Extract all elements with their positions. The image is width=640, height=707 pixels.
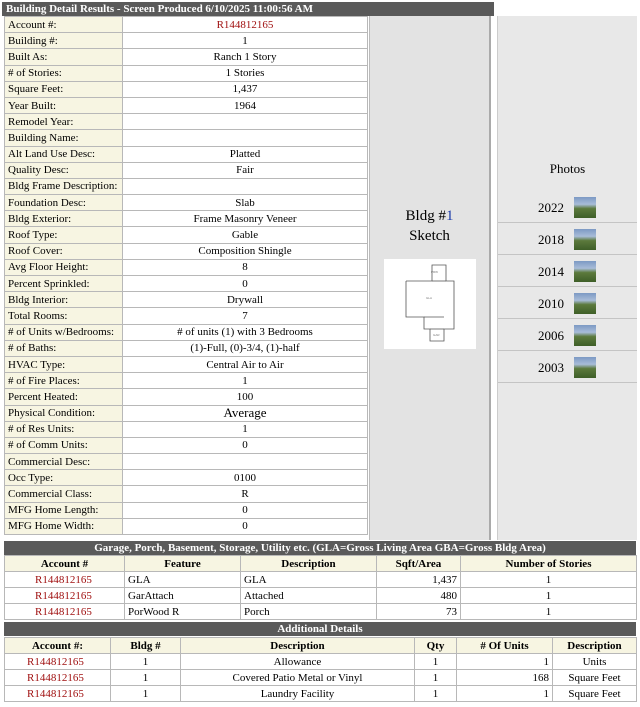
detail-row bbox=[5, 243, 368, 259]
detail-label: Alt Land Use Desc: bbox=[5, 146, 123, 162]
photo-thumbnail[interactable] bbox=[574, 293, 596, 314]
detail-label: Roof Type: bbox=[5, 227, 123, 243]
detail-row bbox=[5, 97, 368, 113]
table-cell: 1 bbox=[461, 604, 637, 620]
photo-year: 2003 bbox=[538, 360, 564, 375]
table-cell: Units bbox=[553, 654, 637, 670]
detail-label: Year Built: bbox=[5, 97, 123, 113]
photo-year: 2014 bbox=[538, 264, 564, 279]
detail-row bbox=[5, 324, 368, 340]
table-row bbox=[5, 654, 637, 670]
table-cell: GLA bbox=[241, 572, 377, 588]
detail-label: Building Name: bbox=[5, 130, 123, 146]
detail-value bbox=[123, 178, 368, 194]
table-cell: Covered Patio Metal or Vinyl bbox=[181, 670, 415, 686]
sketch-prefix: Bldg # bbox=[405, 208, 446, 224]
sketch-building-number[interactable]: 1 bbox=[445, 208, 454, 224]
detail-row bbox=[5, 518, 368, 534]
photos-title: Photos bbox=[549, 161, 586, 176]
detail-row bbox=[5, 389, 368, 405]
svg-text:PRW: PRW bbox=[431, 270, 438, 274]
table-row bbox=[5, 686, 637, 702]
additional-header: Qty bbox=[415, 638, 457, 654]
account-number-link[interactable]: R144812165 bbox=[123, 17, 368, 33]
detail-value: Central Air to Air bbox=[123, 356, 368, 372]
detail-row bbox=[5, 195, 368, 211]
detail-value: 1 bbox=[123, 373, 368, 389]
detail-row bbox=[5, 356, 368, 372]
detail-value: Slab bbox=[123, 195, 368, 211]
detail-value: 1 Stories bbox=[123, 65, 368, 81]
additional-section-title: Additional Details bbox=[4, 622, 636, 636]
detail-value: Average bbox=[123, 405, 368, 421]
detail-row bbox=[5, 373, 368, 389]
additional-header: Description bbox=[553, 638, 637, 654]
account-number-link[interactable]: R144812165 bbox=[5, 572, 125, 588]
detail-label: # of Fire Places: bbox=[5, 373, 123, 389]
detail-label: Total Rooms: bbox=[5, 308, 123, 324]
detail-label: Built As: bbox=[5, 49, 123, 65]
detail-value: # of units (1) with 3 Bedrooms bbox=[123, 324, 368, 340]
garage-header: Feature bbox=[125, 556, 241, 572]
detail-row bbox=[5, 211, 368, 227]
detail-label: Remodel Year: bbox=[5, 114, 123, 130]
table-cell: GarAttach bbox=[125, 588, 241, 604]
garage-header: Number of Stories bbox=[461, 556, 637, 572]
additional-header: Account #: bbox=[5, 638, 111, 654]
detail-label: Bldg Exterior: bbox=[5, 211, 123, 227]
photo-row-2022[interactable] bbox=[498, 192, 637, 223]
photo-year: 2022 bbox=[538, 200, 564, 215]
photo-year: 2018 bbox=[538, 232, 564, 247]
garage-header: Account # bbox=[5, 556, 125, 572]
detail-row bbox=[5, 470, 368, 486]
sketch-label: Sketch bbox=[409, 228, 450, 244]
detail-row bbox=[5, 259, 368, 275]
photo-row-2014[interactable] bbox=[498, 256, 637, 287]
detail-row bbox=[5, 421, 368, 437]
table-row bbox=[5, 670, 637, 686]
account-number-link[interactable]: R144812165 bbox=[5, 588, 125, 604]
table-cell: Allowance bbox=[181, 654, 415, 670]
detail-value: 0 bbox=[123, 502, 368, 518]
detail-row bbox=[5, 65, 368, 81]
table-cell: 73 bbox=[377, 604, 461, 620]
detail-label: Percent Sprinkled: bbox=[5, 276, 123, 292]
additional-header: # Of Units bbox=[457, 638, 553, 654]
detail-row bbox=[5, 405, 368, 421]
detail-value: 100 bbox=[123, 389, 368, 405]
sketch-title bbox=[370, 206, 489, 246]
garage-table bbox=[4, 555, 637, 620]
photo-thumbnail[interactable] bbox=[574, 229, 596, 250]
photo-row-2003[interactable] bbox=[498, 352, 637, 383]
table-cell: 1 bbox=[111, 686, 181, 702]
detail-value: Frame Masonry Veneer bbox=[123, 211, 368, 227]
detail-row bbox=[5, 81, 368, 97]
account-number-link[interactable]: R144812165 bbox=[5, 670, 111, 686]
detail-value: 0 bbox=[123, 437, 368, 453]
detail-value bbox=[123, 454, 368, 470]
account-number-link[interactable]: R144812165 bbox=[5, 686, 111, 702]
table-cell: 1 bbox=[457, 686, 553, 702]
detail-row bbox=[5, 17, 368, 33]
additional-header: Bldg # bbox=[111, 638, 181, 654]
detail-label: Commercial Desc: bbox=[5, 454, 123, 470]
table-cell: 1 bbox=[415, 686, 457, 702]
detail-label: HVAC Type: bbox=[5, 356, 123, 372]
account-number-link[interactable]: R144812165 bbox=[5, 604, 125, 620]
detail-value: Ranch 1 Story bbox=[123, 49, 368, 65]
table-cell: 1 bbox=[111, 654, 181, 670]
detail-label: Avg Floor Height: bbox=[5, 259, 123, 275]
detail-label: Square Feet: bbox=[5, 81, 123, 97]
photo-row-2006[interactable] bbox=[498, 320, 637, 351]
building-detail-table bbox=[4, 16, 368, 535]
detail-label: MFG Home Width: bbox=[5, 518, 123, 534]
detail-value: 1 bbox=[123, 421, 368, 437]
detail-value: 1964 bbox=[123, 97, 368, 113]
detail-label: Occ Type: bbox=[5, 470, 123, 486]
detail-label: Foundation Desc: bbox=[5, 195, 123, 211]
detail-label: Account #: bbox=[5, 17, 123, 33]
photo-thumbnail[interactable] bbox=[574, 197, 596, 218]
detail-value: Fair bbox=[123, 162, 368, 178]
detail-row bbox=[5, 146, 368, 162]
garage-header: Sqft/Area bbox=[377, 556, 461, 572]
detail-label: # of Baths: bbox=[5, 340, 123, 356]
additional-header: Description bbox=[181, 638, 415, 654]
table-cell: Square Feet bbox=[553, 686, 637, 702]
detail-label: # of Res Units: bbox=[5, 421, 123, 437]
garage-header: Description bbox=[241, 556, 377, 572]
table-cell: 1 bbox=[415, 670, 457, 686]
detail-row bbox=[5, 227, 368, 243]
table-cell: 1 bbox=[461, 588, 637, 604]
detail-label: Physical Condition: bbox=[5, 405, 123, 421]
detail-value: 0100 bbox=[123, 470, 368, 486]
detail-label: Bldg Interior: bbox=[5, 292, 123, 308]
photo-year: 2010 bbox=[538, 296, 564, 311]
additional-details-table bbox=[4, 637, 637, 702]
detail-label: Percent Heated: bbox=[5, 389, 123, 405]
sketch-panel bbox=[369, 16, 491, 540]
photo-thumbnail[interactable] bbox=[574, 325, 596, 346]
table-cell: Attached bbox=[241, 588, 377, 604]
photo-thumbnail[interactable] bbox=[574, 261, 596, 282]
detail-value: 1 bbox=[123, 33, 368, 49]
detail-label: Commercial Class: bbox=[5, 486, 123, 502]
svg-text:GLA: GLA bbox=[426, 296, 433, 300]
detail-row bbox=[5, 292, 368, 308]
detail-row bbox=[5, 340, 368, 356]
detail-row bbox=[5, 162, 368, 178]
detail-value: Platted bbox=[123, 146, 368, 162]
detail-row bbox=[5, 454, 368, 470]
table-cell: 1 bbox=[457, 654, 553, 670]
detail-row bbox=[5, 502, 368, 518]
detail-value: 8 bbox=[123, 259, 368, 275]
detail-row bbox=[5, 130, 368, 146]
account-number-link[interactable]: R144812165 bbox=[5, 654, 111, 670]
table-cell: Porch bbox=[241, 604, 377, 620]
detail-row bbox=[5, 308, 368, 324]
garage-section-title: Garage, Porch, Basement, Storage, Utility etc. (GLA=Gross Living Area GBA=Gross Bldg Area) bbox=[4, 541, 636, 555]
table-cell: 168 bbox=[457, 670, 553, 686]
table-row bbox=[5, 572, 637, 588]
table-cell: 1 bbox=[415, 654, 457, 670]
detail-value: 7 bbox=[123, 308, 368, 324]
table-cell: 480 bbox=[377, 588, 461, 604]
detail-row bbox=[5, 114, 368, 130]
table-cell: 1 bbox=[111, 670, 181, 686]
detail-label: Bldg Frame Description: bbox=[5, 178, 123, 194]
svg-text:GAR: GAR bbox=[433, 333, 440, 337]
photo-year: 2006 bbox=[538, 328, 564, 343]
photo-thumbnail[interactable] bbox=[574, 357, 596, 378]
table-cell: 1 bbox=[461, 572, 637, 588]
detail-value bbox=[123, 114, 368, 130]
detail-row bbox=[5, 486, 368, 502]
detail-label: Roof Cover: bbox=[5, 243, 123, 259]
building-sketch-image[interactable] bbox=[384, 259, 476, 349]
detail-label: # of Stories: bbox=[5, 65, 123, 81]
table-cell: 1,437 bbox=[377, 572, 461, 588]
detail-value: R bbox=[123, 486, 368, 502]
table-cell: GLA bbox=[125, 572, 241, 588]
detail-label: MFG Home Length: bbox=[5, 502, 123, 518]
table-cell: Square Feet bbox=[553, 670, 637, 686]
detail-value: (1)-Full, (0)-3/4, (1)-half bbox=[123, 340, 368, 356]
detail-label: # of Comm Units: bbox=[5, 437, 123, 453]
detail-row bbox=[5, 437, 368, 453]
detail-label: Quality Desc: bbox=[5, 162, 123, 178]
detail-value: 1,437 bbox=[123, 81, 368, 97]
floorplan-sketch-icon bbox=[384, 259, 476, 349]
page-title: Building Detail Results - Screen Produced 6/10/2025 11:00:56 AM bbox=[2, 2, 494, 16]
detail-label: # of Units w/Bedrooms: bbox=[5, 324, 123, 340]
detail-value: Composition Shingle bbox=[123, 243, 368, 259]
detail-value: 0 bbox=[123, 518, 368, 534]
table-row bbox=[5, 604, 637, 620]
photos-panel bbox=[497, 16, 637, 540]
detail-value bbox=[123, 130, 368, 146]
table-cell: PorWood R bbox=[125, 604, 241, 620]
photo-row-2018[interactable] bbox=[498, 224, 637, 255]
detail-value: Drywall bbox=[123, 292, 368, 308]
detail-row bbox=[5, 276, 368, 292]
table-cell: Laundry Facility bbox=[181, 686, 415, 702]
photo-row-2010[interactable] bbox=[498, 288, 637, 319]
detail-row bbox=[5, 33, 368, 49]
detail-label: Building #: bbox=[5, 33, 123, 49]
detail-value: Gable bbox=[123, 227, 368, 243]
detail-value: 0 bbox=[123, 276, 368, 292]
detail-row bbox=[5, 49, 368, 65]
detail-row bbox=[5, 178, 368, 194]
table-row bbox=[5, 588, 637, 604]
